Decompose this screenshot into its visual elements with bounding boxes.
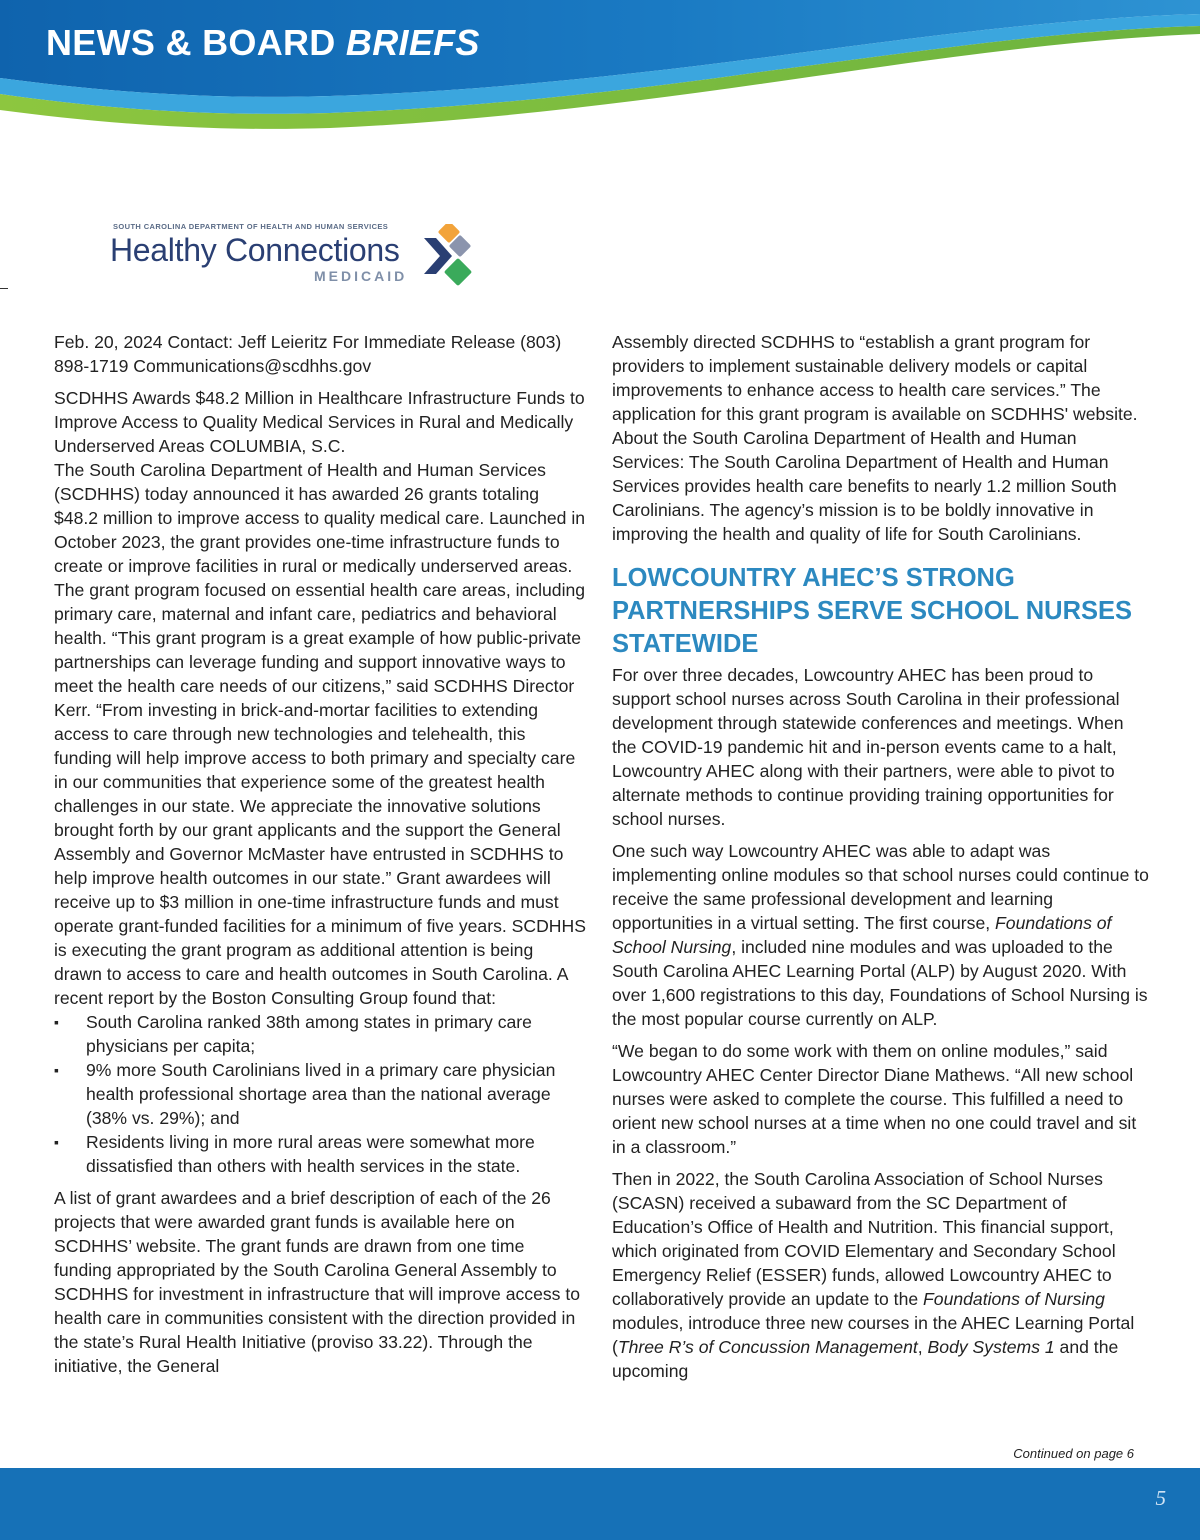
healthy-connections-logo [110, 218, 490, 292]
right-column [612, 330, 1152, 1391]
footer-bar [0, 1468, 1200, 1540]
logo-tagline: MEDICAID [314, 268, 408, 284]
page-number: 5 [1155, 1486, 1166, 1510]
course-title: Three R’s of Concussion Management [617, 1337, 918, 1357]
list-item: ▪ 9% more South Carolinians lived in a primary care physician health professional shortage area than the national average (38% vs. 29%); and [54, 1060, 556, 1128]
press-body-paragraph: Assembly directed SCDHHS to “establish a grant program for providers to implement sustainable delivery models or capital improvements to enhance access to health care services.” The application for this grant program is available on SCDHHS' website. About the South Carolina Department of Health and Human Services: The South Carolina Department of Health and Human Services provides health care benefits to nearly 1.2 million South Carolinians. The agency’s mission is to be boldly innovative in improving the health and quality of life for South Carolinians. [612, 332, 1138, 544]
press-body-paragraph: The South Carolina Department of Health and Human Services (SCDHHS) today announced it has awarded 26 grants totaling $48.2 million to improve access to quality medical care. Launched in October 2023, the grant provides one-time infrastructure funds to create or improve facilities in rural or medically underserved areas. The grant program focused on essential health care areas, including primary care, maternal and infant care, pediatrics and behavioral health. “This grant program is a great example of how public-private partnerships can leverage funding and support innovative ways to meet the health care needs of our citizens,” said SCDHHS Director Kerr. “From investing in brick-and-mortar facilities to extending access to care through new technologies and telehealth, this funding will help improve access to both primary and specialty care in our communities that experience some of the greatest health challenges in our state. We appreciate the innovative solutions brought forth by our grant applicants and the support the General Assembly and Governor McMaster have entrusted in SCDHHS to help improve health outcomes in our state.” Grant awardees will receive up to $3 million in one-time infrastructure funds and must operate grant-funded facilities for a minimum of five years. SCDHHS is executing the grant program as additional attention is being drawn to access to care and health outcomes in South Carolina. A recent report by the Boston Consulting Group found that: [54, 460, 586, 1008]
list-item: ▪ South Carolina ranked 38th among states in primary care physicians per capita; [54, 1012, 532, 1056]
header-wave-graphic [0, 0, 1200, 130]
bullet-icon: ▪ [54, 1062, 59, 1078]
article-paragraph: One such way Lowcountry AHEC was able to adapt was implementing online modules so that school nurses could continue to receive the same professional development and learning opportunities in a virtual setting. The first course, Foundations of School Nursing, included nine modules and was uploaded to the South Carolina AHEC Learning Portal (ALP) by August 2020. With over 1,600 registrations to this day, Foundations of School Nursing is the most popular course currently on ALP. [612, 841, 1149, 1029]
left-column [54, 330, 586, 1386]
article-paragraph: Then in 2022, the South Carolina Association of School Nurses (SCASN) received a subaward from the SC Department of Education’s Office of Health and Nutrition. This financial support, which originated from COVID Elementary and Secondary School Emergency Relief (ESSER) funds, allowed Lowcountry AHEC to collaboratively provide an update to the Foundations of Nursing modules, introduce three new courses in the AHEC Learning Portal (Three R’s of Concussion Management, Body Systems 1 and the upcoming [612, 1169, 1135, 1381]
article-paragraph: For over three decades, Lowcountry AHEC has been proud to support school nurses across South Carolina in their professional development through statewide conferences and meetings. When the COVID-19 pandemic hit and in-person events came to a halt, Lowcountry AHEC along with their partners, were able to pivot to alternate methods to continue providing training opportunities for school nurses. [612, 665, 1124, 829]
continued-note: Continued on page 6 [1013, 1446, 1134, 1461]
course-title: Body Systems 1 [927, 1337, 1055, 1357]
bullet-icon: ▪ [54, 1014, 59, 1030]
bullet-icon: ▪ [54, 1134, 59, 1150]
list-item: ▪ Residents living in more rural areas were somewhat more dissatisfied than others with health services in the state. [54, 1132, 535, 1176]
logo-mark-icon [422, 224, 474, 286]
course-title: Foundations of School Nursing [612, 913, 1112, 957]
press-body-paragraph: A list of grant awardees and a brief description of each of the 26 projects that were awarded grant funds is available here on SCDHHS’ website. The grant funds are drawn from one time funding appropriated by the South Carolina General Assembly to SCDHHS for investment in infrastructure that will improve access to health care in communities consistent with the direction provided in the state’s Rural Health Initiative (proviso 33.22). Through the initiative, the General [54, 1188, 581, 1376]
press-contact: Feb. 20, 2024 Contact: Jeff Leieritz For Immediate Release (803) 898-1719 Communications@scdhhs.gov [54, 332, 562, 376]
article-paragraph: “We began to do some work with them on online modules,” said Lowcountry AHEC Center Director Diane Mathews. “All new school nurses were asked to complete the course. This fulfilled a need to orient new school nurses at a time when no one could travel and sit in a classroom.” [612, 1041, 1137, 1157]
header-banner [0, 0, 1200, 130]
margin-tick [0, 288, 8, 289]
course-title: Foundations of Nursing [923, 1289, 1105, 1309]
logo-name: Healthy Connections [110, 232, 400, 268]
logo-subtitle: SOUTH CAROLINA DEPARTMENT OF HEALTH AND HUMAN SERVICES [113, 222, 389, 231]
article-heading: LOWCOUNTRY AHEC’S STRONG PARTNERSHIPS SERVE SCHOOL NURSES STATEWIDE [612, 564, 1133, 658]
press-headline: SCDHHS Awards $48.2 Million in Healthcare Infrastructure Funds to Improve Access to Quality Medical Services in Rural and Medically Underserved Areas COLUMBIA, S.C. [54, 388, 585, 456]
section-title: NEWS & BOARD BRIEFS [46, 22, 480, 63]
findings-list [54, 1010, 586, 1178]
